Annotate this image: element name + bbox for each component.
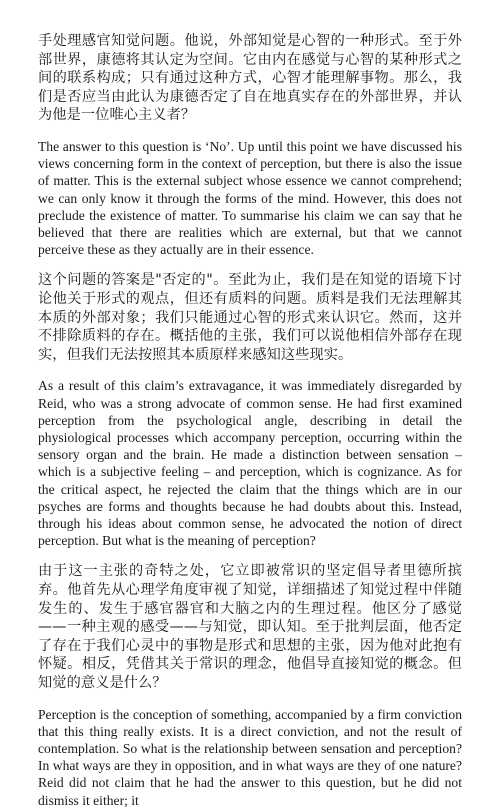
paragraph-en-1: The answer to this question is ‘No’. Up until this point we have discussed his views concerning form in the context of perception, but there is also the issue of matter. This is the external subject whose essence we cannot comprehend; we can only know it through the forms of the mind. However, this does not preclude the existence of matter. To summarise his claim we can say that he believed that there are realities which are external, but that we cannot perceive these as they actually are in their essence. xyxy=(38,138,462,258)
paragraph-zh-2: 这个问题的答案是"否定的"。至此为止，我们是在知觉的语境下讨论他关于形式的观点，但还有质料的问题。质料是我们无法理解其本质的外部对象；我们只能通过心智的形式来认识它。然而，这并不排除质料的存在。概括他的主张，我们可以说他相信外部存在现实，但我们无法按照其本质原样来感知这些现实。 xyxy=(38,272,462,363)
paragraph-en-2: As a result of this claim’s extravagance, it was immediately disregarded by Reid, who was a strong advocate of common sense. He had first examined perception from the psychological angle, describing in detail the physiological processes which accompany perception, occurring within the sensory organ and the brain. He made a distinction between sensation – which is a subjective feeling – and perception, which is cognizance. As for the critical aspect, he rejected the claim that the things which are in our psyches are forms and thoughts because he had doubts about this. Instead, through his ideas about common sense, he advocated the notion of direct perception. But what is the meaning of perception? xyxy=(38,378,462,549)
paragraph-zh-3: 由于这一主张的奇特之处，它立即被常识的坚定倡导者里德所摈弃。他首先从心理学角度审视了知觉，详细描述了知觉过程中伴随发生的、发生于感官器官和大脑之内的生理过程。他区分了感觉——一种主观的感受——与知觉，即认知。至于批判层面，他否定了存在于我们心灵中的事物是形式和思想的主张，因为他对此抱有怀疑。相反，凭借其关于常识的理念，他倡导直接知觉的概念。但知觉的意义是什么？ xyxy=(38,563,462,691)
paragraph-zh-1: 手处理感官知觉问题。他说，外部知觉是心智的一种形式。至于外部世界，康德将其认定为空间。它由内在感觉与心智的某种形式之间的联系构成；只有通过这种方式，心智才能理解事物。那么，我们是否应当由此认为康德否定了自在地真实存在的外部世界，并认为他是一位唯心主义者？ xyxy=(38,33,462,124)
paragraph-en-3: Perception is the conception of something, accompanied by a firm conviction that this thing really exists. It is a direct conviction, and not the result of contemplation. So what is the relationship between sensation and perception? In what ways are they in opposition, and in what ways are they of one nature? Reid did not claim that he had the answer to this question, but he did not dismiss it either; it xyxy=(38,706,462,808)
